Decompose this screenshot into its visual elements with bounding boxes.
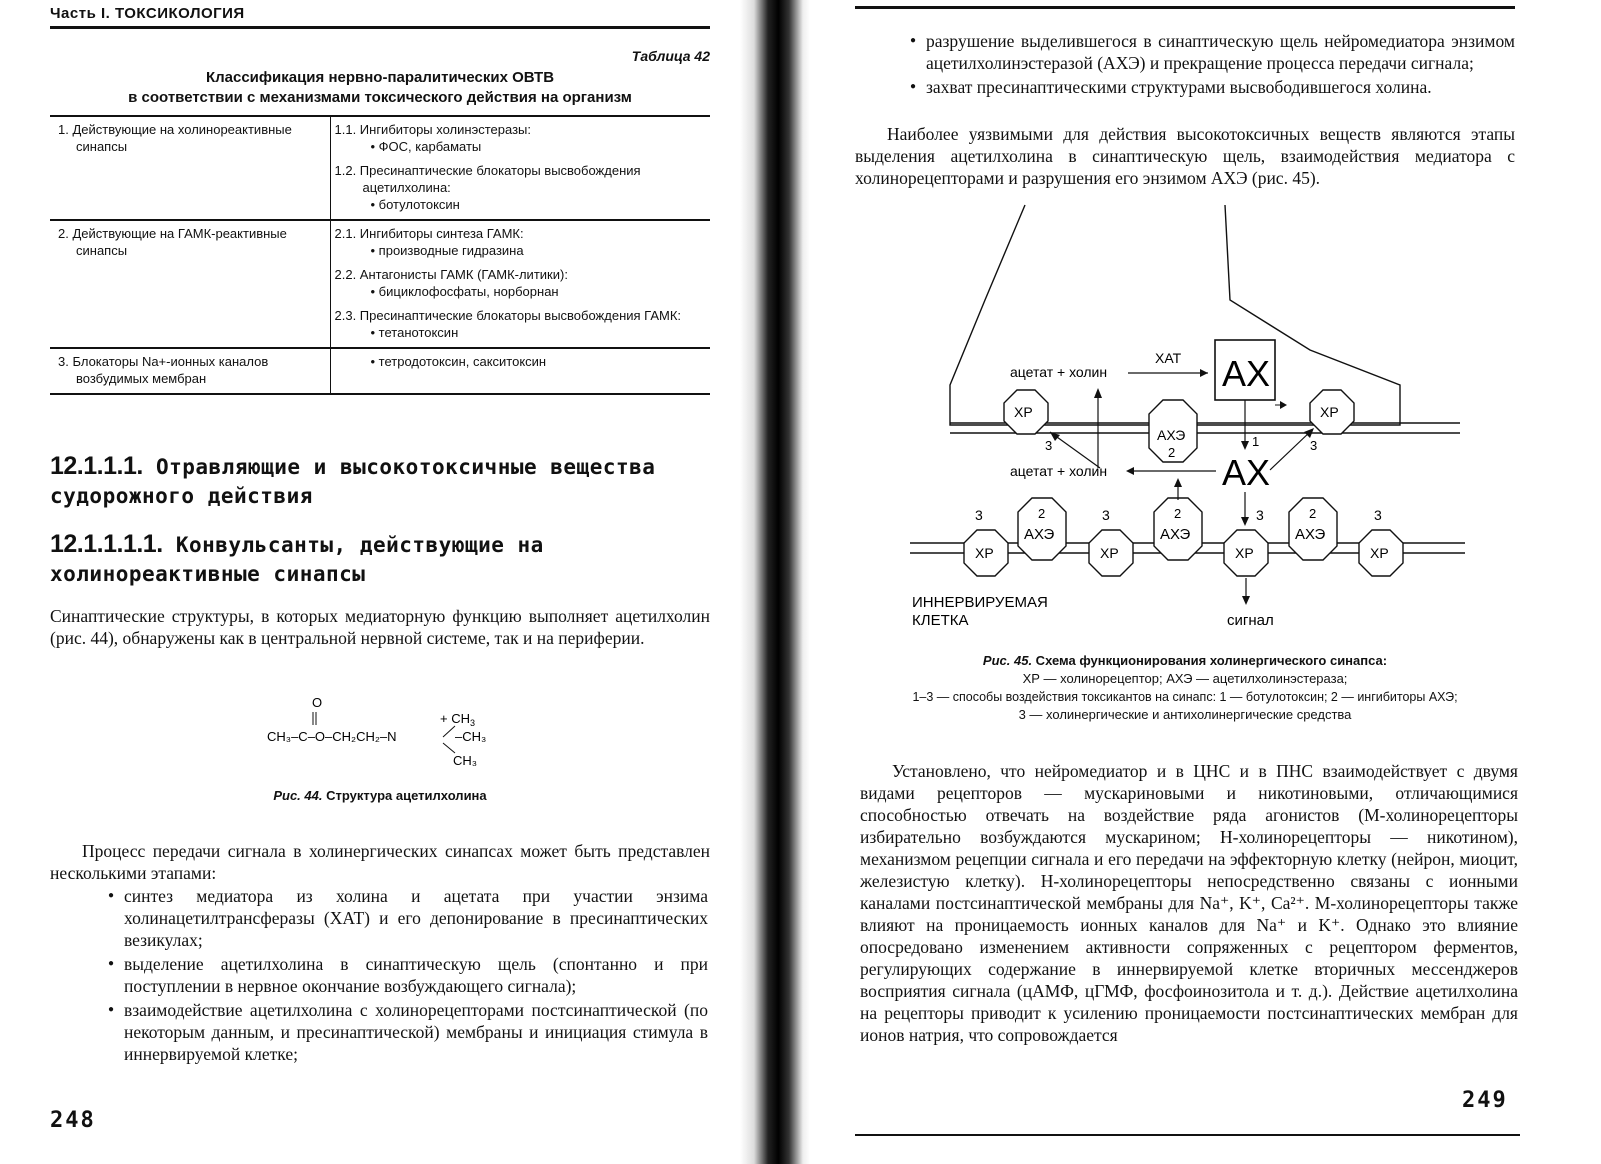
caption-line: 3 — холинергические и антихолинергические средства <box>1018 707 1352 722</box>
paragraph: Синаптические структуры, в которых медиаторную функцию выполняет ацетилхолин (рис. 44), обнаружены как в центральной нервной системе, так и на периферии. <box>50 606 710 648</box>
site-number-label: 3 <box>975 507 983 523</box>
ache-label: АХЭ <box>1157 427 1186 443</box>
subitem-example: • ботулотоксин <box>370 197 460 212</box>
cholinergic-synapse-figure <box>900 200 1520 640</box>
arrow-head <box>1126 467 1134 475</box>
arrow-head <box>1200 369 1208 377</box>
site-number-label: 3 <box>1102 507 1110 523</box>
table-cell-group: 1. Действующие на холинореактивные синапсы <box>58 122 292 154</box>
section-title: Конвульсанты, действующие на холинореактивные синапсы <box>50 533 544 586</box>
page-number: 249 <box>1462 1088 1508 1113</box>
signal-label: сигнал <box>1227 612 1274 629</box>
receptor-label: ХР <box>1014 404 1033 420</box>
table-cell-group: 2. Действующие на ГАМК-реактивные синапсы <box>58 226 287 258</box>
methyl-right-label: –CH₃ <box>455 729 487 744</box>
section-heading-2 <box>50 530 610 589</box>
receptor-label: ХР <box>1100 545 1119 561</box>
section-number: 12.1.1.1.1. <box>50 530 163 558</box>
caption-label: Рис. 45. <box>982 653 1033 668</box>
caption-label: Рис. 44. <box>273 788 323 803</box>
list-item: ● взаимодействие ацетилхолина с холинорецепторами постсинаптической (по некоторым данным, и пресинаптической) мембраны и инициация стимула в иннервируемой клетке; <box>108 999 708 1065</box>
table-subitem <box>335 307 707 341</box>
oxygen-atom-label: O <box>312 695 323 710</box>
methyl-bottom-label: CH₃ <box>453 753 478 768</box>
section-title: Отравляющие и высокотоксичные вещества судорожного действия <box>50 455 656 508</box>
site-number-label: 3 <box>1374 507 1382 523</box>
ache-label: АХЭ <box>1295 526 1326 543</box>
section-heading-1 <box>50 452 730 511</box>
site-number-label: 1 <box>1252 434 1260 449</box>
arrow-head <box>1174 478 1182 487</box>
list-item: ● разрушение выделившегося в синаптическую щель нейромедиатора энзимом ацетилхолинэстеразой (АХЭ) и прекращение процесса передачи сигнала; <box>910 30 1515 74</box>
subitem-name: 2.1. Ингибиторы синтеза ГАМК: <box>334 226 524 241</box>
stage-list <box>108 885 708 1067</box>
plus-ch3-label: + $CH_3$ <box>440 711 475 728</box>
table-title-line1: Классификация нервно-паралитических ОВТВ <box>205 69 555 86</box>
caption-line: ХР — холинорецептор; АХЭ — ацетилхолинэстераза; <box>1022 671 1348 686</box>
subitem-name: 1.1. Ингибиторы холинэстеразы: <box>334 122 531 137</box>
arrow-head <box>1241 441 1249 450</box>
innervated-cell-label: ИННЕРВИРУЕМАЯ <box>912 594 1048 611</box>
table-title-line2: в соответствии с механизмами токсического действия на организм <box>128 89 632 106</box>
subitem-example: • бициклофосфаты, норборнан <box>370 284 559 299</box>
receptor-label: ХР <box>975 545 994 561</box>
book-gutter <box>740 0 810 1164</box>
acetylcholine-structure-figure <box>265 693 505 773</box>
subitem-name: 1.2. Пресинаптические блокаторы высвобождения ацетилхолина: <box>334 163 641 195</box>
paragraph: Установлено, что нейромедиатор и в ЦНС и в ПНС взаимодействует с двумя видами рецепторов — мускариновыми и никотиновыми, отличающимися способностью отвечать на воздействие ряда агонистов (М-холинорецепторы избирательно возбуждаются мускарином; Н-холинорецепторы — никотином), механизмом рецепции сигнала и его передачи на эффекторную клетку (нейрон, миоцит, железистую клетку). Н-холинорецепторы непосредственно связаны с ионными каналами постсинаптической мембраны для Na⁺, K⁺, Ca²⁺. М-холинорецепторы также влияют на проницаемость ионных каналов для Na⁺ и K⁺. Однако это влияние опосредовано изменением активности сопряженных с рецептором ферментов, регулирующих содержание в иннервируемой клетке вторичных мессенджеров восприятия сигнала (цАМФ, цГМФ, фосфоинозитола и т. д.). Действие ацетилхолина на рецепторы приводит к усилению проницаемости постсинаптических мембран для ионов натрия, что сопровождается <box>860 761 1518 1045</box>
toxicant-arrow <box>1270 430 1312 470</box>
list-item: ● захват пресинаптическими структурами высвободившегося холина. <box>910 76 1515 98</box>
caption-title-line <box>855 652 1515 670</box>
header-rule <box>855 6 1515 9</box>
figure-44-caption <box>50 788 710 803</box>
caption-line: 1–3 — способы воздействия токсикантов на синапс: 1 — ботулотоксин; 2 — ингибиторы АХЭ; <box>912 690 1458 704</box>
subitem-example-text: ботулотоксин <box>378 197 460 212</box>
site-number-label: 3 <box>1256 507 1264 523</box>
subitem-example-text: тетродотоксин, сакситоксин <box>378 354 547 369</box>
acetyl-chain-label: CH₃–C–O–CH₂CH₂–N <box>267 729 397 744</box>
hat-enzyme-label: ХАТ <box>1155 350 1182 366</box>
acetate-choline-label: ацетат + холин <box>1010 364 1108 380</box>
caption-title: Схема функционирования холинергического синапса: <box>1032 653 1388 668</box>
stage-list-continued <box>910 30 1515 100</box>
caption-text: Структура ацетилхолина <box>322 788 487 803</box>
section-number: 12.1.1.1. <box>50 452 143 480</box>
table-subitem <box>335 225 707 259</box>
subitem-example-text: тетанотоксин <box>378 325 459 340</box>
subitem-name: 2.3. Пресинаптические блокаторы высвобождения ГАМК: <box>334 308 682 323</box>
receptor-label: ХР <box>1370 545 1389 561</box>
subitem-example-text: производные гидразина <box>378 243 524 258</box>
subitem-example: • ФОС, карбаматы <box>370 139 482 154</box>
figure-45-caption <box>855 652 1515 724</box>
table-subitem <box>335 162 707 213</box>
innervated-cell-label: КЛЕТКА <box>912 612 969 629</box>
arrow-head <box>1280 401 1287 409</box>
page-number: 248 <box>50 1108 96 1133</box>
receptor-label: ХР <box>1320 404 1339 420</box>
table-subitem <box>335 121 707 155</box>
receptor-label: ХР <box>1235 545 1254 561</box>
site-number-label: 2 <box>1309 506 1317 521</box>
header-rule <box>50 26 710 29</box>
table-title <box>50 68 710 108</box>
ache-label: АХЭ <box>1024 526 1055 543</box>
paragraph: Процесс передачи сигнала в холинергических синапсах может быть представлен несколькими этапами: <box>50 841 710 883</box>
subitem-example-text: бициклофосфаты, норборнан <box>378 284 559 299</box>
table-row <box>50 116 710 220</box>
site-number-label: 2 <box>1038 506 1046 521</box>
running-header: Часть I. ТОКСИКОЛОГИЯ <box>50 5 245 22</box>
paragraph: Наиболее уязвимыми для действия высокотоксичных веществ являются этапы выделения ацетилхолина в синаптическую щель, взаимодействия медиатора с холинорецепторами и разрушения его энзимом АХЭ (рис. 45). <box>855 124 1515 188</box>
bottom-rule <box>855 1134 1520 1136</box>
site-number-label: 2 <box>1174 506 1182 521</box>
table-cell-group: 3. Блокаторы Na+-ионных каналов возбудимых мембран <box>58 354 269 386</box>
site-number-label: 3 <box>1045 438 1053 453</box>
list-item: ● синтез медиатора из холина и ацетата при участии энзима холинацетилтрансферазы (ХАТ) и его депонирование в пресинаптических везикулах; <box>108 885 708 951</box>
site-number-label: 2 <box>1168 445 1176 460</box>
table-number: Таблица 42 <box>631 48 710 64</box>
subitem-example: • тетанотоксин <box>370 325 459 340</box>
bond-line <box>443 743 455 753</box>
subitem-name: 2.2. Антагонисты ГАМК (ГАМК-литики): <box>334 267 568 282</box>
subitem-example-text: ФОС, карбаматы <box>378 139 482 154</box>
site-number-label: 3 <box>1310 438 1318 453</box>
table-row <box>50 348 710 394</box>
table-row <box>50 220 710 348</box>
list-item: ● выделение ацетилхолина в синаптическую щель (спонтанно и при поступлении в нервное окончание возбуждающего сигнала); <box>108 953 708 997</box>
left-page <box>0 0 740 1164</box>
subitem-example: • производные гидразина <box>370 243 524 258</box>
arrow-head <box>1241 517 1249 526</box>
classification-table <box>50 115 710 395</box>
arrow-head <box>1242 596 1250 605</box>
ache-label: АХЭ <box>1160 526 1191 543</box>
acetylcholine-label: АХ <box>1222 353 1271 394</box>
table-subitem <box>335 266 707 300</box>
acetylcholine-cleft-label: АХ <box>1222 452 1271 493</box>
acetate-choline-label: ацетат + холин <box>1010 463 1108 479</box>
arrow-head <box>1094 388 1102 398</box>
subitem-example: • тетродотоксин, сакситоксин <box>370 354 547 369</box>
table-subitem <box>335 353 707 370</box>
bond-line <box>443 726 455 737</box>
